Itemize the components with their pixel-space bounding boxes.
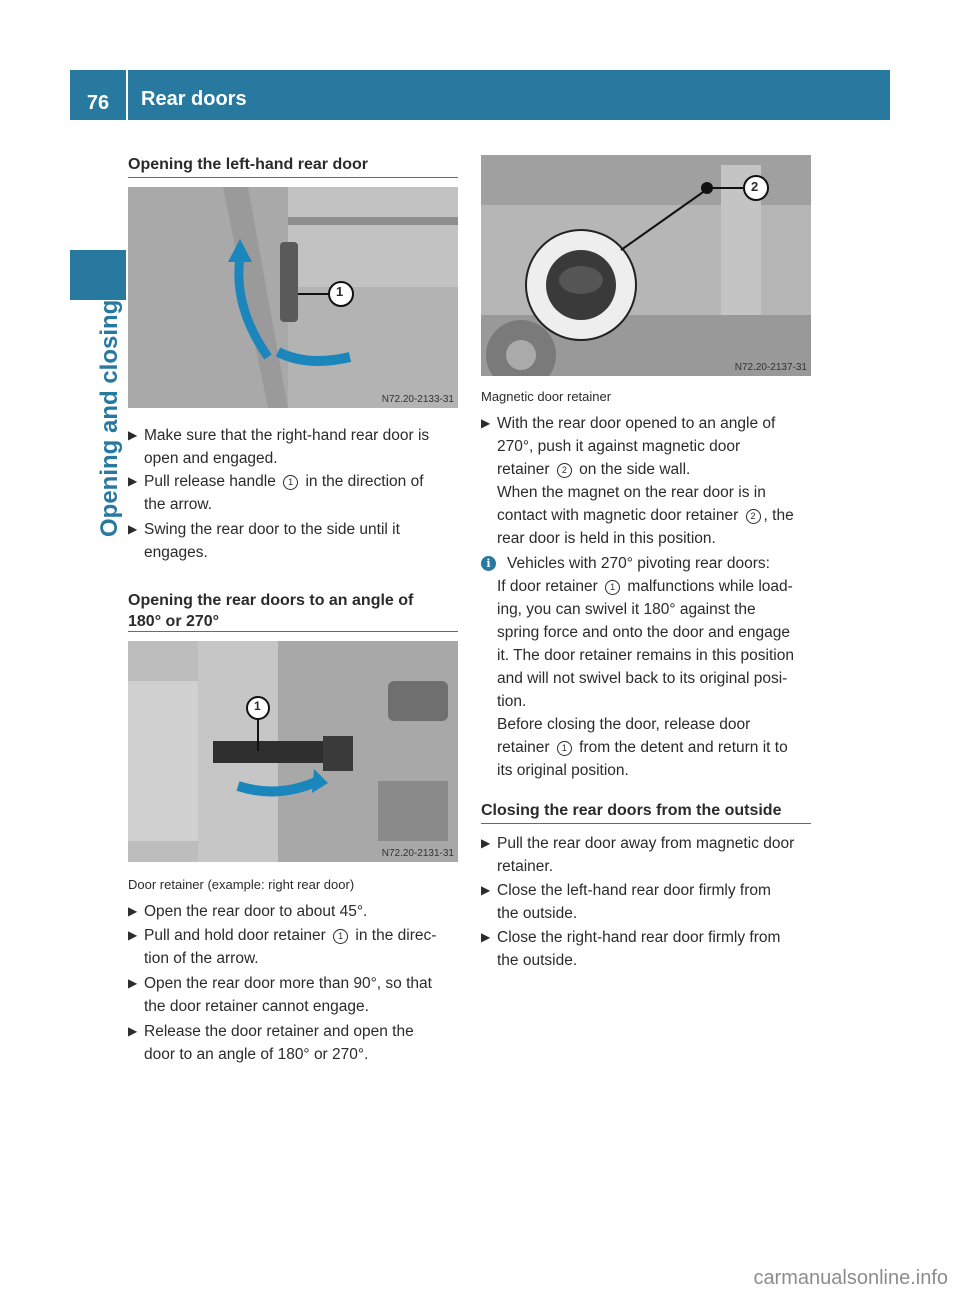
info-icon: i (481, 556, 496, 571)
heading-rule (128, 631, 458, 632)
list-item: ▶ With the rear door opened to an angle of 270°, push it against magnetic door retainer 2 on the side wall. When the magnet on the rear door is in contact with magnetic door retainer 2 , the rear door is held in this position. (481, 412, 811, 550)
callout-ref: 1 (557, 741, 572, 756)
callout-ref: 2 (557, 463, 572, 478)
image-code: N72.20-2133-31 (381, 394, 454, 405)
list-item: ▶ Open the rear door more than 90°, so that the door retainer cannot engage. (128, 972, 458, 1018)
photo-magnetic-retainer-drawing (481, 155, 811, 376)
photo-release-handle (128, 187, 458, 408)
photo-release-handle-drawing (128, 187, 458, 408)
step-arrow-icon: ▶ (128, 474, 138, 488)
list-item: ▶ Close the left-hand rear door firmly from the outside. (481, 879, 811, 925)
step-arrow-icon: ▶ (128, 1024, 138, 1038)
header-divider (126, 70, 128, 120)
photo-magnetic-retainer (481, 155, 811, 376)
heading-rule (481, 823, 811, 824)
callout-ref: 1 (605, 580, 620, 595)
callout-1: 1 (336, 284, 344, 299)
step-arrow-icon: ▶ (128, 428, 138, 442)
section-heading-closing: Closing the rear doors from the outside (481, 802, 782, 819)
figure-caption: Door retainer (example: right rear door) (128, 877, 355, 892)
list-item: ▶ Release the door retainer and open the door to an angle of 180° or 270°. (128, 1020, 458, 1066)
step-arrow-icon: ▶ (481, 416, 491, 430)
side-tab-label-wrap (80, 299, 123, 549)
side-tab-block (70, 250, 126, 300)
page-number: 76 (86, 92, 110, 114)
list-item: ▶ Make sure that the right-hand rear door is open and engaged. (128, 424, 458, 470)
list-item: ▶ Pull the rear door away from magnetic door retainer. (481, 832, 811, 878)
watermark: carmanualsonline.info (753, 1267, 948, 1289)
list-item: ▶ Close the right-hand rear door firmly from the outside. (481, 926, 811, 972)
callout-ref: 1 (333, 929, 348, 944)
section-heading-left-door: Opening the left-hand rear door (128, 156, 369, 173)
side-tab-label: Opening and closing (96, 299, 123, 537)
step-arrow-icon: ▶ (481, 930, 491, 944)
info-note: i Vehicles with 270° pivoting rear doors: If door retainer 1 malfunctions while load- ing, you can swivel it 180° against the spring force and onto the door and engage it. The door retainer remains in this position and will not swivel back to its original posi- tion. Before closing the door, release door retainer 1 from the detent and return it to its original position. (481, 552, 811, 782)
callout-1: 1 (254, 699, 261, 713)
list-item: ▶ Open the rear door to about 45°. (128, 900, 458, 923)
step-arrow-icon: ▶ (481, 883, 491, 897)
callout-2: 2 (751, 179, 759, 194)
step-arrow-icon: ▶ (128, 976, 138, 990)
photo-door-retainer-drawing (128, 641, 458, 862)
list-item: ▶ Pull and hold door retainer 1 in the direc- tion of the arrow. (128, 924, 458, 970)
photo-door-retainer (128, 641, 458, 862)
figure-caption: Magnetic door retainer (481, 389, 612, 404)
step-arrow-icon: ▶ (128, 904, 138, 918)
list-item: ▶ Pull release handle 1 in the direction of the arrow. (128, 470, 458, 516)
list-item: ▶ Swing the rear door to the side until it engages. (128, 518, 458, 564)
section-heading-door-angle: Opening the rear doors to an angle of 180° or 270° (128, 592, 414, 630)
step-arrow-icon: ▶ (128, 522, 138, 536)
image-code: N72.20-2137-31 (734, 362, 807, 373)
callout-ref: 2 (746, 509, 761, 524)
image-code: N72.20-2131-31 (381, 848, 454, 859)
step-arrow-icon: ▶ (481, 836, 491, 850)
heading-rule (128, 177, 458, 178)
callout-ref: 1 (283, 475, 298, 490)
step-arrow-icon: ▶ (128, 928, 138, 942)
page-title: Rear doors (141, 88, 247, 110)
